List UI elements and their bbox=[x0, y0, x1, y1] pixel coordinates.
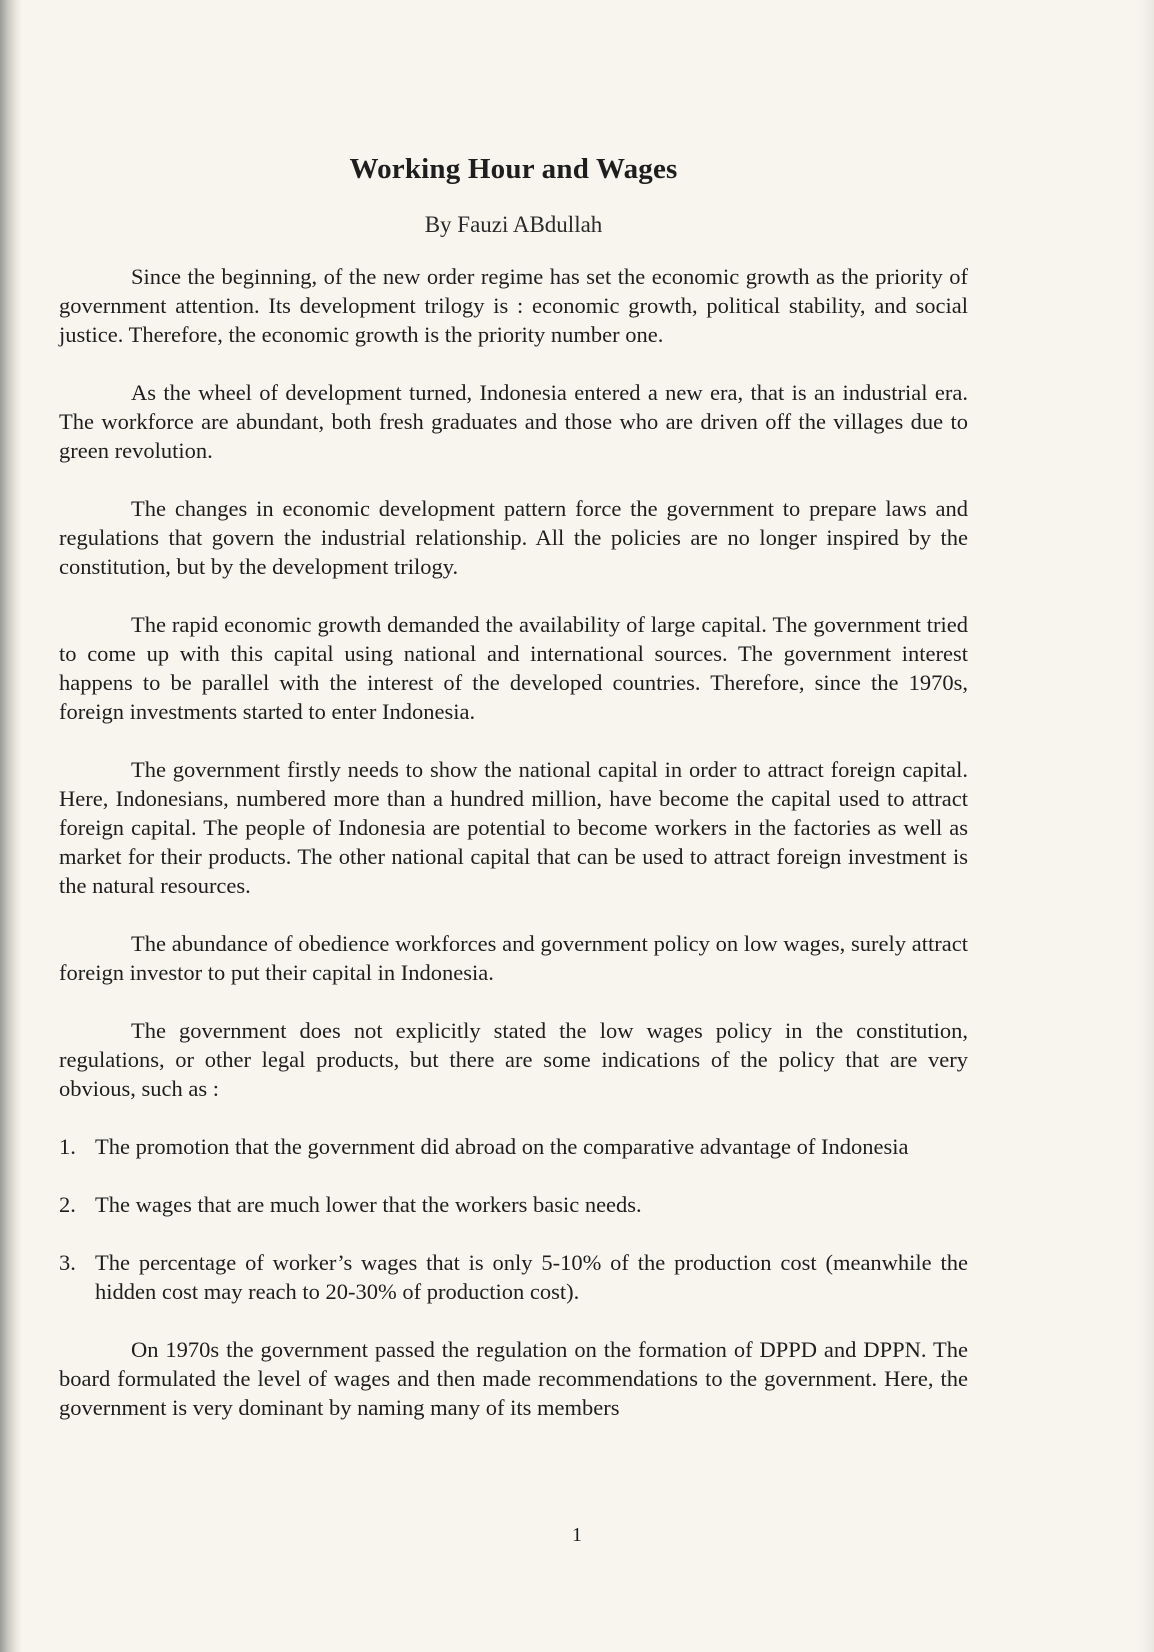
paragraph-6: The abundance of obedience workforces and government policy on low wages, surely attract foreign investor to put their capital in Indonesia. bbox=[59, 931, 968, 985]
list-item-number: 2. bbox=[59, 1192, 76, 1217]
indications-list bbox=[59, 1132, 968, 1306]
list-item-text: The wages that are much lower that the workers basic needs. bbox=[95, 1192, 642, 1217]
scan-shadow-left bbox=[0, 0, 22, 1652]
paragraph-2: As the wheel of development turned, Indonesia entered a new era, that is an industrial era. The workforce are abundant, both fresh graduates and those who are driven off the villages due to green revolution. bbox=[59, 380, 968, 463]
list-item bbox=[59, 1132, 968, 1161]
list-item-number: 3. bbox=[59, 1250, 76, 1275]
list-item-number: 1. bbox=[59, 1134, 76, 1159]
list-item-text: The percentage of worker’s wages that is only 5-10% of the production cost (meanwhile the hidden cost may reach to 20-30% of production cost). bbox=[95, 1250, 968, 1304]
paragraph-5: The government firstly needs to show the national capital in order to attract foreign capital. Here, Indonesians, numbered more than a hundred million, have become the capital used to attract foreign capital. The people of Indonesia are potential to become workers in the factories as well as market for their products. The other national capital that can be used to attract foreign investment is the natural resources. bbox=[59, 757, 968, 898]
document-title: Working Hour and Wages bbox=[349, 153, 678, 185]
closing-paragraph: On 1970s the government passed the regulation on the formation of DPPD and DPPN. The board formulated the level of wages and then made recommendations to the government. Here, the government is very dominant by naming many of its members bbox=[59, 1337, 968, 1420]
paragraph-7: The government does not explicitly stated the low wages policy in the constitution, regulations, or other legal products, but there are some indications of the policy that are very obvious, such as : bbox=[59, 1018, 968, 1101]
list-item bbox=[59, 1190, 968, 1219]
list-item-text: The promotion that the government did abroad on the comparative advantage of Indonesia bbox=[95, 1134, 909, 1159]
paragraph-1: Since the beginning, of the new order regime has set the economic growth as the priority of government attention. Its development trilogy is : economic growth, political stability, and social justice. Therefore, the economic growth is the priority number one. bbox=[59, 264, 968, 347]
page-number: 1 bbox=[572, 1524, 582, 1546]
paragraph-3: The changes in economic development pattern force the government to prepare laws and regulations that govern the industrial relationship. All the policies are no longer inspired by the constitution, but by the development trilogy. bbox=[59, 496, 968, 579]
list-item bbox=[59, 1248, 968, 1306]
author-byline: By Fauzi ABdullah bbox=[424, 212, 603, 237]
paragraph-4: The rapid economic growth demanded the availability of large capital. The government tried to come up with this capital using national and international sources. The government interest happens to be parallel with the interest of the developed countries. Therefore, since the 1970s, foreign investments started to enter Indonesia. bbox=[59, 612, 968, 724]
document-page bbox=[59, 150, 968, 1422]
scan-shadow-right bbox=[1136, 0, 1154, 1652]
